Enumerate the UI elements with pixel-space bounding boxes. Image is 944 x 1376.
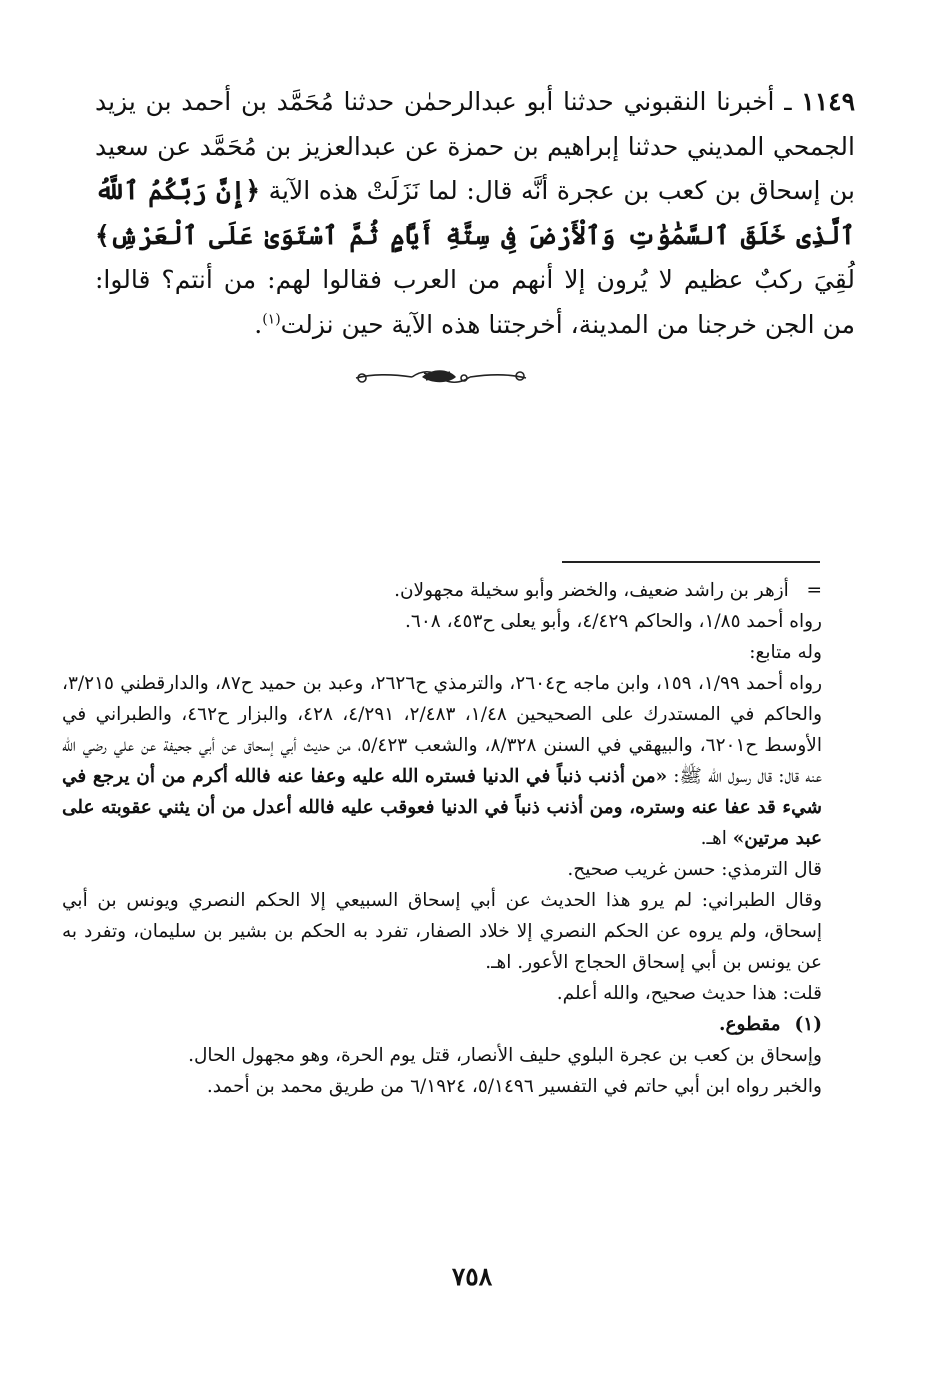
footnote-paragraph: وإسحاق بن كعب بن عجرة البلوي حليف الأنصار، قتل يوم الحرة، وهو مجهول الحال. xyxy=(188,1045,822,1066)
page-number: ٧٥٨ xyxy=(451,1262,493,1291)
hadith-quote: «من أذنب ذنباً في الدنيا فستره الله عليه وعفا عنه فالله أكرم من أن يرجع في شيء قد عفا عنه وستره، ومن أذنب ذنباً في الدنيا فعوقب عليه فالله أعدل من أن يثني عقوبته على عبد مرتين» xyxy=(62,766,822,849)
decorative-flourish-icon xyxy=(352,364,532,390)
footnote-line: رواه أحمد ١/٨٥، والحاكم ٤/٤٢٩، وأبو يعلى ح٤٥٣، ٦٠٨. xyxy=(405,611,822,632)
footnote-separator xyxy=(562,561,820,563)
footnote-1-heading xyxy=(62,1009,822,1040)
text-before-verse: ـ أخبرنا النقبوني حدثنا أبو عبدالرحمٰن حدثنا مُحَمَّد بن أحمد بن يزيد الجمحي المديني حدثنا إبراهيم بن حمزة عن عبدالعزيز بن مُحَمَّد عن سعيد بن إسحاق بن كعب بن عجرة أنَّه قال: لما نَزَلَتْ هذه الآية xyxy=(95,87,855,205)
end-mark: . xyxy=(254,309,263,339)
footnote-paragraph: رواه أحمد ١/٩٩، ١٥٩، وابن ماجه ح٢٦٠٤، والترمذي ح٢٦٢٦، وعبد بن حميد ح٨٧، والدارقطني ٣/٢١٥، والحاكم في المستدرك على الصحيحين ١/٤٨، ٢/٤٨٣، ٤/٢٩١، ٤٢٨، والبزار ح٤٦٢، والطبراني في الأوسط ح٦٢٠١، والبيهقي في السنن ٨/٣٢٨، والشعب ٥/٤٢٣، من حديث أبي إسحاق عن أبي جحيفة عن علي رضي الله عنه قال: قال رسول الله ﷺ: «من أذنب ذنباً في الدنيا فستره الله عليه وعفا عنه فالله أكرم من أن يرجع في شيء قد عفا عنه وستره، ومن أذنب ذنباً في الدنيا فعوقب عليه فالله أعدل من أن يثني عقوبته على عبد مرتين» اهـ. xyxy=(62,673,823,849)
hadith-number: ١١٤٩ xyxy=(801,87,855,116)
quran-verse: ﴿إِنَّ رَبَّكُمُ ٱللَّهُ ٱلَّذِى خَلَقَ ٱلسَّمَٰوَٰتِ وَٱلْأَرْضَ فِى سِتَّةِ أَيَّامٍ ثُمَّ ٱسْتَوَىٰ عَلَى ٱلْعَرْشِ﴾ xyxy=(95,176,855,250)
continuation-mark: = xyxy=(806,580,822,601)
main-text xyxy=(95,80,855,347)
footnote-line: وله متابع: xyxy=(749,642,822,663)
footnote-paragraph: وقال الطبراني: لم يرو هذا الحديث عن أبي إسحاق السبيعي إلا الحكم النصري ويونس بن أبي إسحاق، ولم يروه عن الحكم النصري إلا خلاد الصفار، تفرد به الحكم بن بشير بن سليمان، وتفرد به عن يونس بن أبي إسحاق الحجاج الأعور. اهـ. xyxy=(62,890,822,973)
footnote-line: قال الترمذي: حسن غريب صحيح. xyxy=(567,859,822,880)
footnote-line: قلت: هذا حديث صحيح، والله أعلم. xyxy=(556,983,822,1004)
footnote-paragraph: والخبر رواه ابن أبي حاتم في التفسير ٥/١٤٩٦، ٦/١٩٢٤ من طريق محمد بن أحمد. xyxy=(206,1076,822,1097)
text-after-verse: لُقِيَ ركبٌ عظيم لا يُرون إلا أنهم من العرب فقالوا لهم: من أنتم؟ قالوا: من الجن خرجنا من المدينة، أخرجتنا هذه الآية حين نزلت xyxy=(95,265,855,339)
footnote-1-head: مقطوع. xyxy=(719,1014,781,1035)
footnotes xyxy=(62,575,822,1102)
footnote-1-mark: (١) xyxy=(794,1014,822,1035)
footnote-continuation: = أزهر بن راشد ضعيف، والخضر وأبو سخيلة مجهولان. xyxy=(394,580,822,601)
footnote-ref: (١) xyxy=(262,311,281,328)
